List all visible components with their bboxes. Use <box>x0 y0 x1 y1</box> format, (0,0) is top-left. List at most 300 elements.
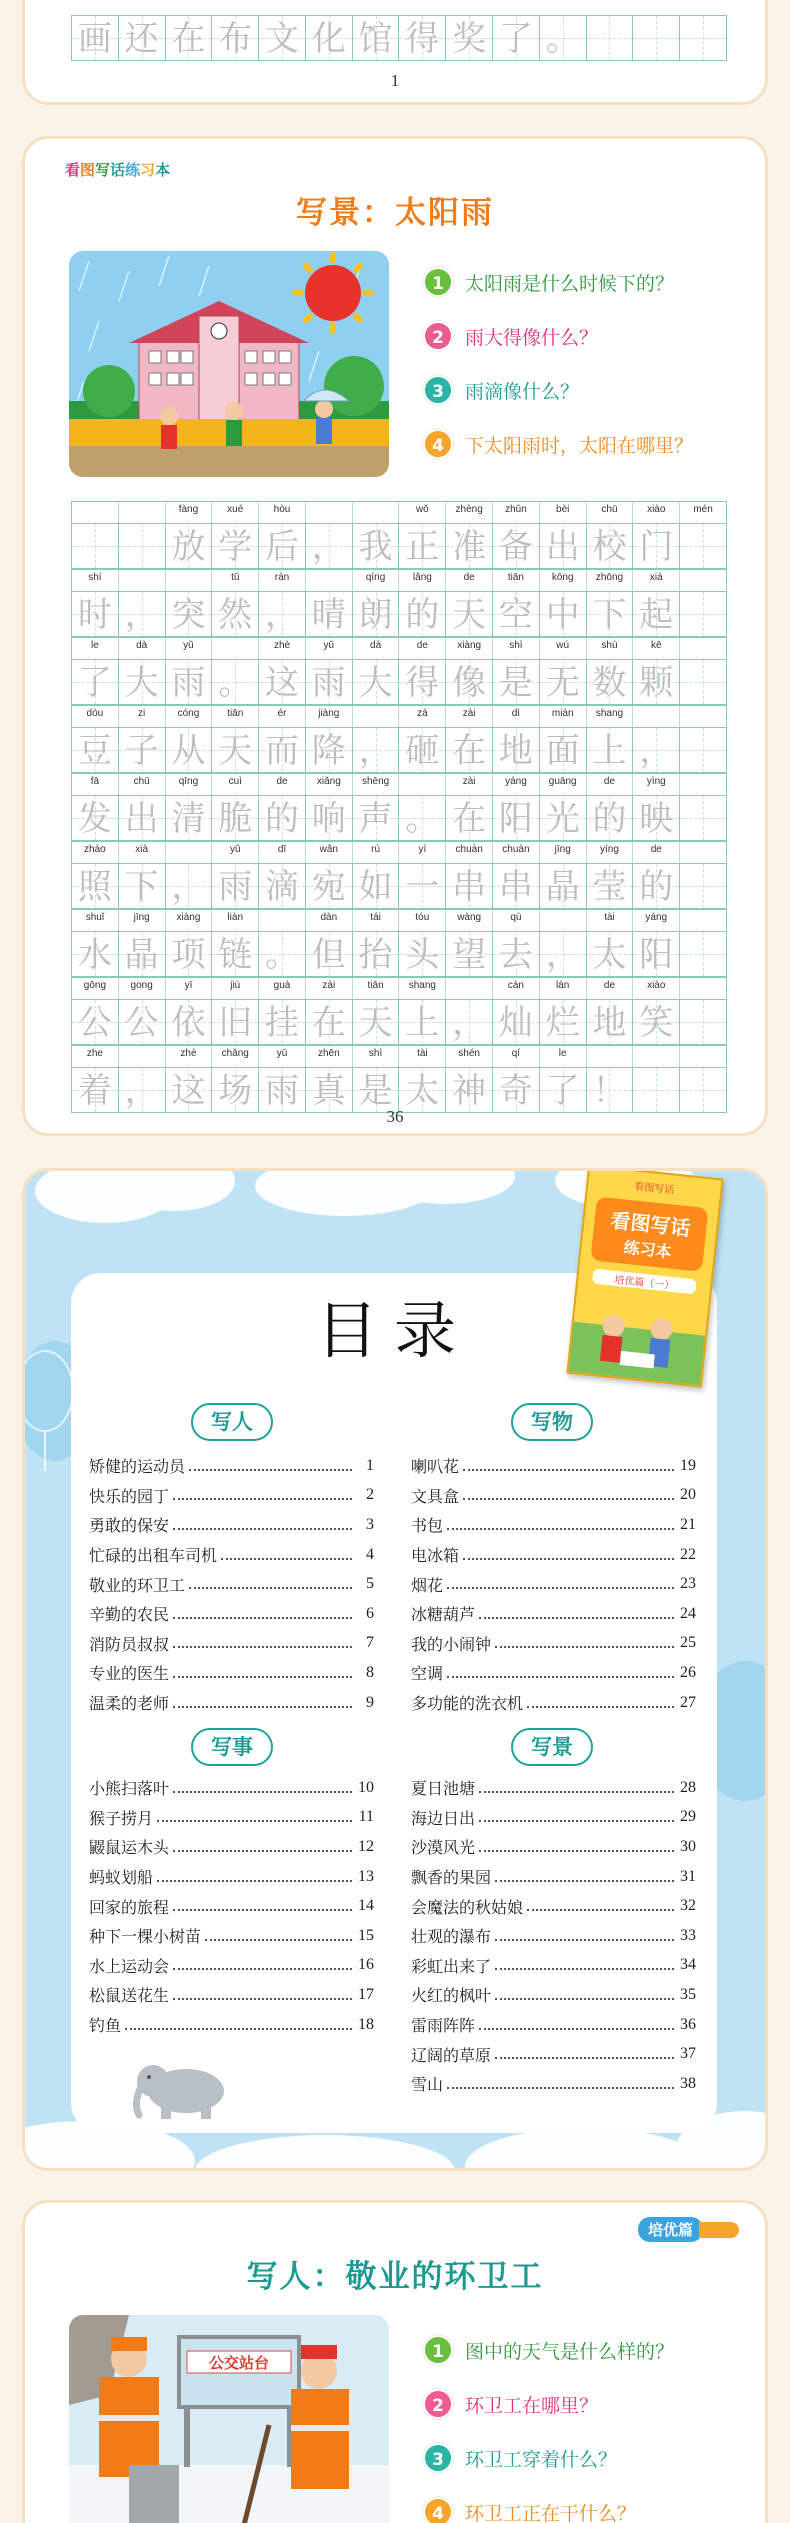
pinyin-cell <box>680 502 726 523</box>
toc-entry[interactable] <box>89 1451 374 1481</box>
pinyin-text: zhēn <box>317 1048 340 1059</box>
pinyin-text: xià <box>649 572 663 583</box>
toc-entry[interactable] <box>411 2069 696 2099</box>
grid-char: 馆 <box>358 19 393 59</box>
grid-cell <box>680 16 726 60</box>
level-badge-label: 培优篇 <box>638 2217 703 2242</box>
toc-leader-dots <box>173 1791 352 1793</box>
pinyin-text: mén <box>693 504 713 515</box>
pinyin-text: xiǎng <box>316 776 341 787</box>
grid-row <box>71 15 727 61</box>
grid-cell <box>493 728 540 772</box>
grid-cell <box>399 16 446 60</box>
pinyin-cell <box>399 842 446 863</box>
pinyin-cell <box>399 978 446 999</box>
grid-cell <box>446 1000 493 1044</box>
grid-cell <box>353 1068 400 1112</box>
toc-entry[interactable] <box>411 1599 696 1629</box>
toc-entry[interactable] <box>411 1569 696 1599</box>
question-item <box>423 309 693 363</box>
grid-cell <box>540 1000 587 1044</box>
toc-entry-page: 18 <box>358 2015 374 2033</box>
toc-entry[interactable] <box>411 1688 696 1718</box>
grid-char: 化 <box>311 19 346 59</box>
toc-leader-dots <box>447 2087 674 2089</box>
grid-cell <box>72 864 119 908</box>
grid-cell <box>587 1068 634 1112</box>
pinyin-text: qù <box>510 912 522 923</box>
pinyin-cell <box>633 502 680 523</box>
grid-char: 中 <box>545 595 580 635</box>
toc-entry[interactable] <box>89 1599 374 1629</box>
grid-cell <box>540 592 587 636</box>
toc-entry-title: 辛勤的农民 <box>89 1605 170 1625</box>
grid-char: 得 <box>405 663 440 703</box>
pinyin-cell <box>633 910 680 931</box>
toc-entry[interactable] <box>411 1803 696 1833</box>
toc-entry-title: 电冰箱 <box>411 1546 460 1566</box>
grid-cell <box>446 592 493 636</box>
grid-cell <box>306 1000 353 1044</box>
grid-char: 抬 <box>358 935 393 975</box>
grid-char: ， <box>452 1003 487 1043</box>
grid-char: 链 <box>218 935 253 975</box>
grid-cell <box>633 660 680 704</box>
grid-char: 画 <box>77 19 112 59</box>
pinyin-cell <box>587 502 634 523</box>
grid-cell <box>633 16 680 60</box>
toc-entry-page: 9 <box>366 1693 374 1711</box>
toc-entry[interactable] <box>89 1569 374 1599</box>
grid-char: 晶 <box>124 935 159 975</box>
pinyin-cell <box>540 774 587 795</box>
toc-entry[interactable] <box>411 2010 696 2040</box>
toc-entry-page: 10 <box>358 1778 374 1796</box>
pinyin-cell <box>259 910 306 931</box>
toc-entry[interactable] <box>411 1481 696 1511</box>
toc-entry[interactable] <box>89 1862 374 1892</box>
grid-cell <box>399 796 446 840</box>
grid-cell <box>119 524 166 568</box>
pinyin-cell <box>166 910 213 931</box>
grid-cell <box>540 524 587 568</box>
pinyin-cell <box>680 706 726 727</box>
pinyin-text: shù <box>601 640 618 651</box>
toc-entry-title: 辽阔的草原 <box>411 2045 492 2065</box>
toc-entry-title: 夏日池塘 <box>411 1779 476 1799</box>
toc-entry-page: 17 <box>358 1985 374 2003</box>
toc-entry[interactable] <box>89 1803 374 1833</box>
toc-entry[interactable] <box>411 2039 696 2069</box>
pinyin-cell <box>540 638 587 659</box>
pinyin-text: zài <box>322 980 336 991</box>
pinyin-cell <box>212 842 259 863</box>
pinyin-cell <box>540 1046 587 1067</box>
grid-cell <box>212 1000 259 1044</box>
toc-entry-page: 34 <box>680 1956 696 1974</box>
toc-entry-page: 24 <box>680 1604 696 1622</box>
toc-leader-dots <box>173 1706 352 1708</box>
toc-entry[interactable] <box>411 1540 696 1570</box>
grid-cell <box>540 1068 587 1112</box>
logo-char: 习 <box>140 161 156 179</box>
toc-entry[interactable] <box>411 1980 696 2010</box>
grid-char: 。 <box>218 663 253 703</box>
question-item <box>423 255 693 309</box>
toc-entry-title: 猴子捞月 <box>89 1808 154 1828</box>
pinyin-cell <box>680 978 726 999</box>
pinyin-cell <box>540 910 587 931</box>
pinyin-text: rú <box>371 844 381 855</box>
pinyin-cell <box>540 502 587 523</box>
grid-cell <box>212 1068 259 1112</box>
toc-entry-title: 钓鱼 <box>89 2016 122 2036</box>
grid-cell <box>633 796 680 840</box>
toc-leader-dots <box>463 1558 674 1560</box>
section-label-write-events: 写事 <box>191 1728 273 1766</box>
grid-cell <box>166 864 213 908</box>
grid-char: 声 <box>358 799 393 839</box>
toc-entry-title: 回家的旅程 <box>89 1897 170 1917</box>
pinyin-cell <box>119 1046 166 1067</box>
grid-cell <box>446 16 493 60</box>
toc-entry-title: 鼹鼠运木头 <box>89 1838 170 1858</box>
toc-leader-dots <box>479 1791 674 1793</box>
grid-cell <box>680 728 726 772</box>
pinyin-text: fā <box>90 776 100 787</box>
grid-cell <box>540 728 587 772</box>
pinyin-text: guà <box>273 980 291 991</box>
toc-entry-page: 1 <box>366 1456 374 1474</box>
pinyin-cell <box>353 910 400 931</box>
pinyin-cell <box>353 978 400 999</box>
grid-char: 下 <box>592 595 627 635</box>
toc-entry[interactable] <box>89 1921 374 1951</box>
grid-cell <box>587 1000 634 1044</box>
grid-char: 了 <box>498 19 533 59</box>
toc-entry[interactable] <box>89 1891 374 1921</box>
question-text: 环卫工在哪里？ <box>465 2394 599 2417</box>
toc-leader-dots <box>221 1558 352 1560</box>
grid-cell <box>306 728 353 772</box>
book-logo <box>65 159 170 180</box>
grid-char: ， <box>124 595 159 635</box>
grid-char: 的 <box>639 867 674 907</box>
toc-entry-page: 32 <box>680 1897 696 1915</box>
pinyin-text: dī <box>277 844 287 855</box>
grid-cell <box>259 16 306 60</box>
grid-cell <box>259 864 306 908</box>
grid-cell <box>212 660 259 704</box>
grid-cell <box>493 592 540 636</box>
pinyin-line <box>71 841 727 863</box>
toc-entry-page: 7 <box>366 1634 374 1652</box>
grid-cell <box>259 1000 306 1044</box>
pinyin-cell <box>493 502 540 523</box>
grid-char: 后 <box>265 527 300 567</box>
pinyin-text: shēng <box>361 776 390 787</box>
grid-char: 奖 <box>452 19 487 59</box>
pinyin-cell <box>587 1046 634 1067</box>
grid-char: 在 <box>452 799 487 839</box>
pinyin-text: gōng <box>83 980 107 991</box>
grid-cell <box>166 932 213 976</box>
elephant-illustration <box>131 2053 241 2123</box>
grid-char: 这 <box>265 663 300 703</box>
writing-grid-page36 <box>71 501 727 1113</box>
grid-char: ， <box>545 935 580 975</box>
pinyin-cell <box>399 910 446 931</box>
grid-char: 在 <box>311 1003 346 1043</box>
toc-entry[interactable] <box>89 1688 374 1718</box>
toc-entry-page: 13 <box>358 1867 374 1885</box>
pinyin-cell <box>212 502 259 523</box>
pinyin-text: zi <box>138 708 146 719</box>
pinyin-text: de <box>276 776 288 787</box>
grid-char: 场 <box>218 1071 253 1111</box>
pinyin-text: xiào <box>647 980 666 991</box>
toc-entry[interactable] <box>411 1891 696 1921</box>
toc-entry-title: 海边日出 <box>411 1808 476 1828</box>
grid-char: 在 <box>452 731 487 771</box>
svg-text:公交站台: 公交站台 <box>208 2354 270 2372</box>
grid-char: 在 <box>171 19 206 59</box>
pinyin-text: shén <box>458 1048 480 1059</box>
table-of-contents-card <box>22 1168 768 2171</box>
grid-cell <box>353 16 400 60</box>
pinyin-cell <box>119 638 166 659</box>
question-item <box>423 417 693 471</box>
grid-char: 然 <box>218 595 253 635</box>
grid-cell <box>493 864 540 908</box>
grid-cell <box>353 932 400 976</box>
toc-entry-page: 2 <box>366 1486 374 1504</box>
pinyin-cell <box>72 1046 119 1067</box>
grid-char: 的 <box>592 799 627 839</box>
grid-cell <box>633 932 680 976</box>
pinyin-cell <box>72 842 119 863</box>
grid-cell <box>399 592 446 636</box>
grid-char: 脆 <box>218 799 253 839</box>
toc-entry-title: 火红的枫叶 <box>411 1986 492 2006</box>
toc-leader-dots <box>173 1850 352 1852</box>
pinyin-cell <box>587 638 634 659</box>
pinyin-line <box>71 501 727 523</box>
grid-cell <box>587 660 634 704</box>
grid-cell <box>680 1000 726 1044</box>
pinyin-cell <box>353 706 400 727</box>
toc-entry[interactable] <box>89 1773 374 1803</box>
pinyin-line <box>71 773 727 795</box>
toc-entry-title: 温柔的老师 <box>89 1694 170 1714</box>
toc-entry[interactable] <box>89 1832 374 1862</box>
grid-cell <box>399 864 446 908</box>
pinyin-cell <box>399 1046 446 1067</box>
pinyin-cell <box>446 910 493 931</box>
pinyin-cell <box>119 978 166 999</box>
grid-cell <box>259 728 306 772</box>
pinyin-text: tiān <box>227 708 244 719</box>
pinyin-text: chǎng <box>221 1048 249 1059</box>
pinyin-cell <box>680 842 726 863</box>
toc-entry[interactable] <box>411 1773 696 1803</box>
pinyin-text: kōng <box>551 572 574 583</box>
grid-char: 莹 <box>592 867 627 907</box>
grid-cell <box>587 864 634 908</box>
toc-leader-dots <box>189 1587 352 1589</box>
grid-cell <box>633 592 680 636</box>
toc-list-write-people <box>89 1451 374 1717</box>
page-36-card <box>22 136 768 1136</box>
grid-char: 数 <box>592 663 627 703</box>
toc-entry[interactable] <box>411 1832 696 1862</box>
toc-entry[interactable] <box>411 1451 696 1481</box>
toc-entry[interactable] <box>411 1658 696 1688</box>
pinyin-cell <box>259 978 306 999</box>
grid-cell <box>399 660 446 704</box>
grid-char: 。 <box>545 19 580 59</box>
grid-char: 依 <box>171 1003 206 1043</box>
grid-char: 串 <box>498 867 533 907</box>
pinyin-text: hòu <box>273 504 291 515</box>
grid-char: ！ <box>592 1071 627 1111</box>
pinyin-text: cuì <box>228 776 242 787</box>
toc-entry-title: 专业的医生 <box>89 1664 170 1684</box>
pinyin-cell <box>212 1046 259 1067</box>
grid-char: 响 <box>311 799 346 839</box>
pinyin-cell <box>680 774 726 795</box>
grid-cell <box>540 16 587 60</box>
pinyin-cell <box>212 910 259 931</box>
grid-char: 得 <box>405 19 440 59</box>
grid-char: 上 <box>405 1003 440 1043</box>
question-number-badge: 3 <box>423 2443 453 2473</box>
grid-char: 时 <box>77 595 112 635</box>
character-line <box>71 659 727 705</box>
grid-char: 挂 <box>265 1003 300 1043</box>
grid-char: 是 <box>498 663 533 703</box>
pinyin-cell <box>353 638 400 659</box>
pinyin-text: guāng <box>548 776 577 787</box>
grid-char: ， <box>358 731 393 771</box>
toc-entry[interactable] <box>89 1510 374 1540</box>
toc-entry[interactable] <box>89 1980 374 2010</box>
toc-entry[interactable] <box>89 1951 374 1981</box>
toc-entry[interactable] <box>89 1481 374 1511</box>
toc-entry[interactable] <box>89 1540 374 1570</box>
grid-char: 公 <box>77 1003 112 1043</box>
section-label-write-objects: 写物 <box>511 1403 593 1441</box>
toc-entry[interactable] <box>411 1629 696 1659</box>
grid-char: 晶 <box>545 867 580 907</box>
toc-entry[interactable] <box>411 1862 696 1892</box>
toc-entry[interactable] <box>411 1921 696 1951</box>
pinyin-text: zhōng <box>595 572 624 583</box>
grid-cell <box>493 932 540 976</box>
grid-row <box>71 1045 727 1113</box>
pinyin-text: xiàng <box>457 640 482 651</box>
grid-char: 奇 <box>498 1071 533 1111</box>
grid-char: 大 <box>124 663 159 703</box>
grid-cell <box>166 16 213 60</box>
grid-char: 神 <box>452 1071 487 1111</box>
pinyin-text: jīng <box>554 844 571 855</box>
toc-title: 目录 <box>315 1294 472 1367</box>
grid-char: ， <box>124 1071 159 1111</box>
sanitation-worker-illustration <box>69 2315 389 2523</box>
pinyin-line <box>71 909 727 931</box>
toc-leader-dots <box>447 1587 674 1589</box>
toc-entry-page: 11 <box>358 1808 374 1826</box>
pinyin-cell <box>680 1046 726 1067</box>
grid-char: 雨 <box>311 663 346 703</box>
pinyin-cell <box>633 774 680 795</box>
toc-leader-dots <box>173 1646 352 1648</box>
toc-entry[interactable] <box>411 1951 696 1981</box>
writing-grid-page1 <box>71 15 727 61</box>
pinyin-cell <box>212 638 259 659</box>
grid-cell <box>306 932 353 976</box>
character-line <box>71 999 727 1045</box>
question-item <box>423 2323 674 2377</box>
character-line <box>71 863 727 909</box>
pinyin-text: zhe <box>86 1048 103 1059</box>
pinyin-text: tiān <box>507 572 524 583</box>
grid-char: 如 <box>358 867 393 907</box>
pinyin-cell <box>259 1046 306 1067</box>
toc-leader-dots <box>463 1469 674 1471</box>
grid-cell <box>399 728 446 772</box>
pinyin-text: jiàng <box>318 708 340 719</box>
grid-char: 地 <box>498 731 533 771</box>
pinyin-cell <box>306 842 353 863</box>
toc-entry[interactable] <box>411 1510 696 1540</box>
question-text: 雨滴像什么？ <box>465 380 580 403</box>
grid-cell <box>119 592 166 636</box>
toc-entry[interactable] <box>89 2010 374 2040</box>
grid-char: 的 <box>265 799 300 839</box>
toc-entry[interactable] <box>89 1658 374 1688</box>
pinyin-cell <box>587 774 634 795</box>
toc-leader-dots <box>527 1909 674 1911</box>
toc-list-write-objects <box>411 1451 696 1717</box>
grid-cell <box>119 796 166 840</box>
toc-leader-dots <box>479 1617 674 1619</box>
grid-cell <box>72 1000 119 1044</box>
pinyin-text: dàn <box>320 912 338 923</box>
grid-cell <box>72 728 119 772</box>
pinyin-text: xià <box>135 844 149 855</box>
grid-cell <box>353 728 400 772</box>
grid-char: 是 <box>358 1071 393 1111</box>
pinyin-cell <box>353 842 400 863</box>
pinyin-cell <box>212 774 259 795</box>
toc-entry-page: 23 <box>680 1575 696 1593</box>
pinyin-line <box>71 569 727 591</box>
toc-entry-title: 松鼠送花生 <box>89 1986 170 2006</box>
question-list <box>423 255 693 471</box>
logo-char: 话 <box>110 161 126 179</box>
grid-cell <box>493 16 540 60</box>
pinyin-text: zhèng <box>455 504 483 515</box>
pinyin-cell <box>587 978 634 999</box>
toc-entry-page: 16 <box>358 1956 374 1974</box>
grid-cell <box>399 932 446 976</box>
toc-entry[interactable] <box>89 1629 374 1659</box>
character-line <box>71 795 727 841</box>
grid-char: 公 <box>124 1003 159 1043</box>
grid-row <box>71 637 727 705</box>
